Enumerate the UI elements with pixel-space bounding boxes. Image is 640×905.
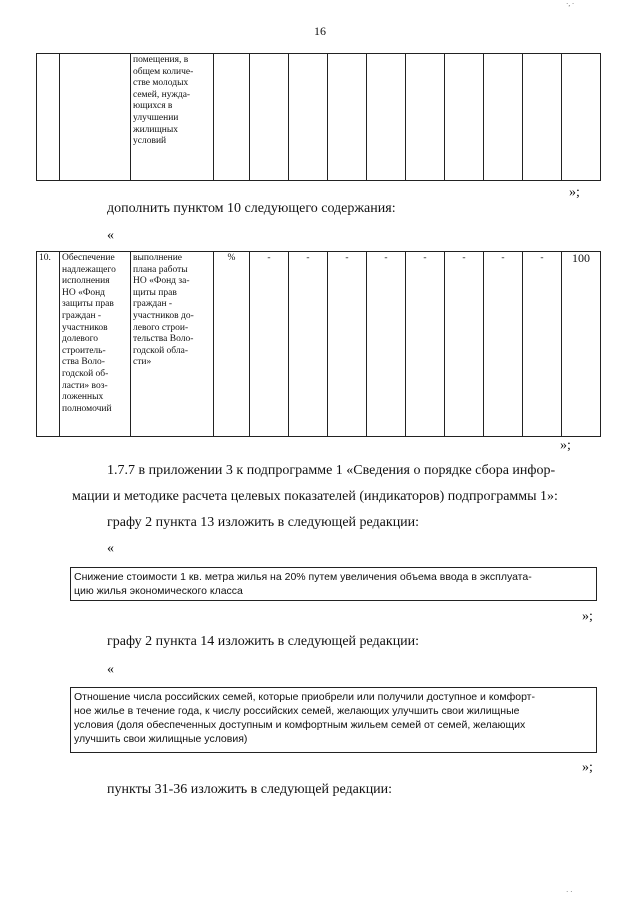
paragraph-points-31-36: пункты 31-36 изложить в следующей редакции:	[107, 782, 393, 797]
cell-value	[328, 54, 367, 181]
box-line: улучшить свои жилищные условия)	[74, 733, 248, 745]
open-quote: «	[107, 541, 114, 556]
cell-value	[250, 54, 289, 181]
cell-value	[367, 54, 406, 181]
corner-scan-mark: ·, ·	[566, 0, 575, 8]
indicator-text: помещения, в общем количе- стве молодых семей, нужда- ющихся в улучшении жилищных условий	[133, 55, 194, 147]
row-value: -	[289, 252, 328, 437]
cell-value	[289, 54, 328, 181]
box-line: Отношение числа российских семей, которые приобрели или получили доступное и комфорт-	[74, 691, 535, 703]
cell-value	[523, 54, 562, 181]
box-line: ное жилье в течение года, к числу российских семей, желающих улучшить свои жилищные	[74, 705, 520, 717]
cell-task	[60, 54, 131, 181]
page-number: 16	[314, 24, 326, 38]
paragraph-graph2-p13: графу 2 пункта 13 изложить в следующей редакции:	[107, 515, 420, 530]
row-value: -	[328, 252, 367, 437]
table-row	[37, 54, 601, 181]
open-quote: «	[107, 662, 114, 677]
paragraph-177-line2: мации и методике расчета целевых показателей (индикаторов) подпрограммы 1»:	[72, 489, 558, 504]
paragraph-add-point: дополнить пунктом 10 следующего содержания:	[107, 201, 396, 216]
close-quote: »;	[582, 760, 593, 775]
row-value: -	[445, 252, 484, 437]
row-last-value: 100	[562, 252, 601, 437]
cell-unit	[214, 54, 250, 181]
row-task: Обеспечение надлежащего исполнения НО «Фонд защиты прав граждан - участников долевого строитель- ства Воло- годской об- ласти» воз- ложенных полномочий	[60, 252, 131, 437]
box-line: цию жилья экономического класса	[74, 585, 243, 597]
row-value: -	[367, 252, 406, 437]
row-value: -	[523, 252, 562, 437]
row-value: -	[250, 252, 289, 437]
cell-indicator	[131, 54, 214, 181]
row-unit: %	[214, 252, 250, 437]
close-quote: »;	[560, 438, 571, 453]
cell-value	[562, 54, 601, 181]
cell-value	[484, 54, 523, 181]
row-value: -	[484, 252, 523, 437]
table-row-10	[36, 251, 601, 437]
row-indicator: выполнение плана работы НО «Фонд за- щиты прав граждан - участников до- левого строи- тельства Воло- годской обла- сти»	[131, 252, 214, 437]
box-line: Снижение стоимости 1 кв. метра жилья на 20% путем увеличения объема ввода в эксплуата-	[74, 571, 532, 583]
close-quote: »;	[582, 609, 593, 624]
close-quote: »;	[569, 185, 580, 200]
cell-number	[37, 54, 60, 181]
replacement-text-box-14	[70, 687, 597, 753]
row-value: -	[406, 252, 445, 437]
corner-scan-mark: · ·	[566, 888, 573, 896]
row-number: 10.	[37, 252, 60, 437]
box-line: условия (доля обеспеченных доступным и комфортным жильем семей от семей, желающих	[74, 719, 526, 731]
replacement-text-box-13	[70, 567, 597, 601]
table-row	[37, 252, 601, 437]
paragraph-graph2-p14: графу 2 пункта 14 изложить в следующей редакции:	[107, 634, 420, 649]
cell-value	[445, 54, 484, 181]
paragraph-177-line1: 1.7.7 в приложении 3 к подпрограмме 1 «Сведения о порядке сбора инфор-	[107, 463, 556, 478]
table-continuation	[36, 53, 601, 181]
cell-value	[406, 54, 445, 181]
open-quote: «	[107, 228, 114, 243]
